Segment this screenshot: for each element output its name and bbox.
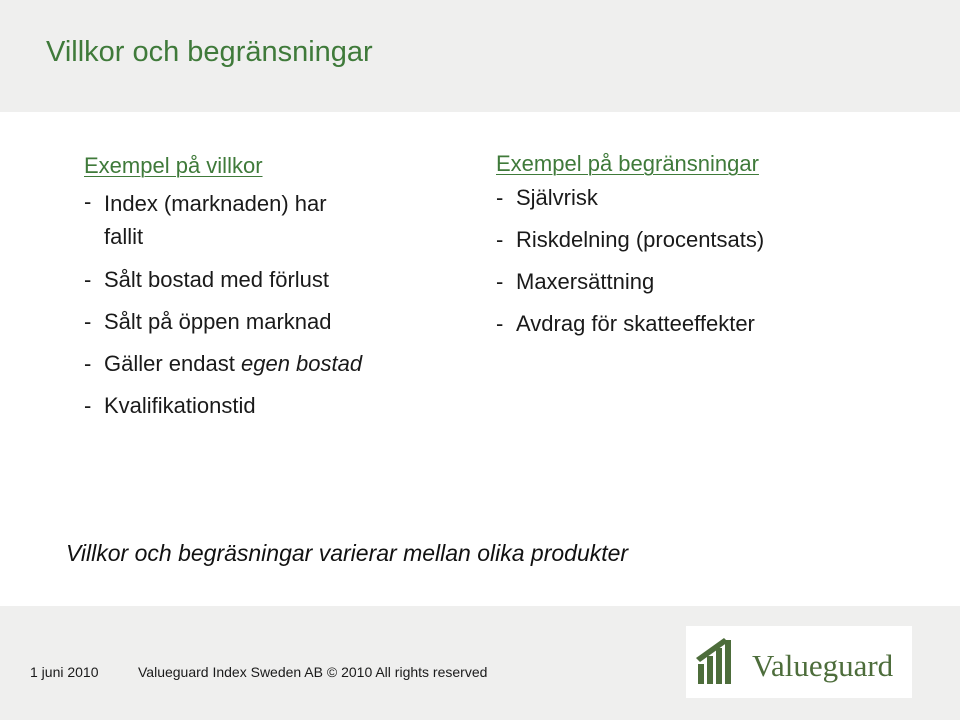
valueguard-logo xyxy=(686,626,912,698)
logo-wordmark: Valueguard xyxy=(752,648,894,683)
footer-date: 1 juni 2010 xyxy=(30,664,99,680)
conditions-heading: Exempel på villkor xyxy=(84,153,263,178)
list-item-text: Sålt på öppen marknad xyxy=(104,309,332,334)
list-item xyxy=(496,183,936,213)
list-item-text xyxy=(104,349,362,379)
list-item xyxy=(84,307,444,337)
list-item-text: Avdrag för skatteeffekter xyxy=(516,311,755,336)
list-item xyxy=(84,187,444,253)
bullet-dash: - xyxy=(496,269,504,294)
list-item-text-emphasis: egen bostad xyxy=(240,351,363,376)
list-item-text: Sålt bostad med förlust xyxy=(104,267,330,292)
limitations-column xyxy=(496,151,936,351)
list-item xyxy=(496,309,936,339)
list-item-text: Kvalifikationstid xyxy=(104,393,256,418)
conditions-column xyxy=(84,153,444,433)
summary-note: Villkor och begräsningar varierar mellan olika produkter xyxy=(66,540,629,566)
footer-copyright: Valueguard Index Sweden AB © 2010 All rights reserved xyxy=(138,664,488,680)
bullet-dash: - xyxy=(84,309,92,334)
slide-title: Villkor och begränsningar xyxy=(46,36,373,68)
list-item xyxy=(84,349,444,379)
bullet-dash: - xyxy=(496,227,504,252)
bullet-dash: - xyxy=(496,311,504,336)
list-item-text: Riskdelning (procentsats) xyxy=(516,227,765,252)
logo-mark-icon xyxy=(694,636,750,688)
footer-band xyxy=(0,606,960,720)
list-item-text: Självrisk xyxy=(516,185,598,210)
list-item-text: Index (marknaden) har fallit xyxy=(104,191,327,249)
list-item-text-plain: Gäller endast xyxy=(104,351,235,376)
list-item xyxy=(496,267,936,297)
bullet-dash: - xyxy=(84,393,92,418)
limitations-heading: Exempel på begränsningar xyxy=(496,151,759,176)
list-item-text: Maxersättning xyxy=(516,269,655,294)
header-band xyxy=(0,0,960,112)
bullet-dash: - xyxy=(84,189,92,214)
list-item xyxy=(84,265,444,295)
list-item xyxy=(84,391,444,421)
bullet-dash: - xyxy=(84,267,92,292)
list-item xyxy=(496,225,936,255)
bullet-dash: - xyxy=(84,351,92,376)
bullet-dash: - xyxy=(496,185,504,210)
